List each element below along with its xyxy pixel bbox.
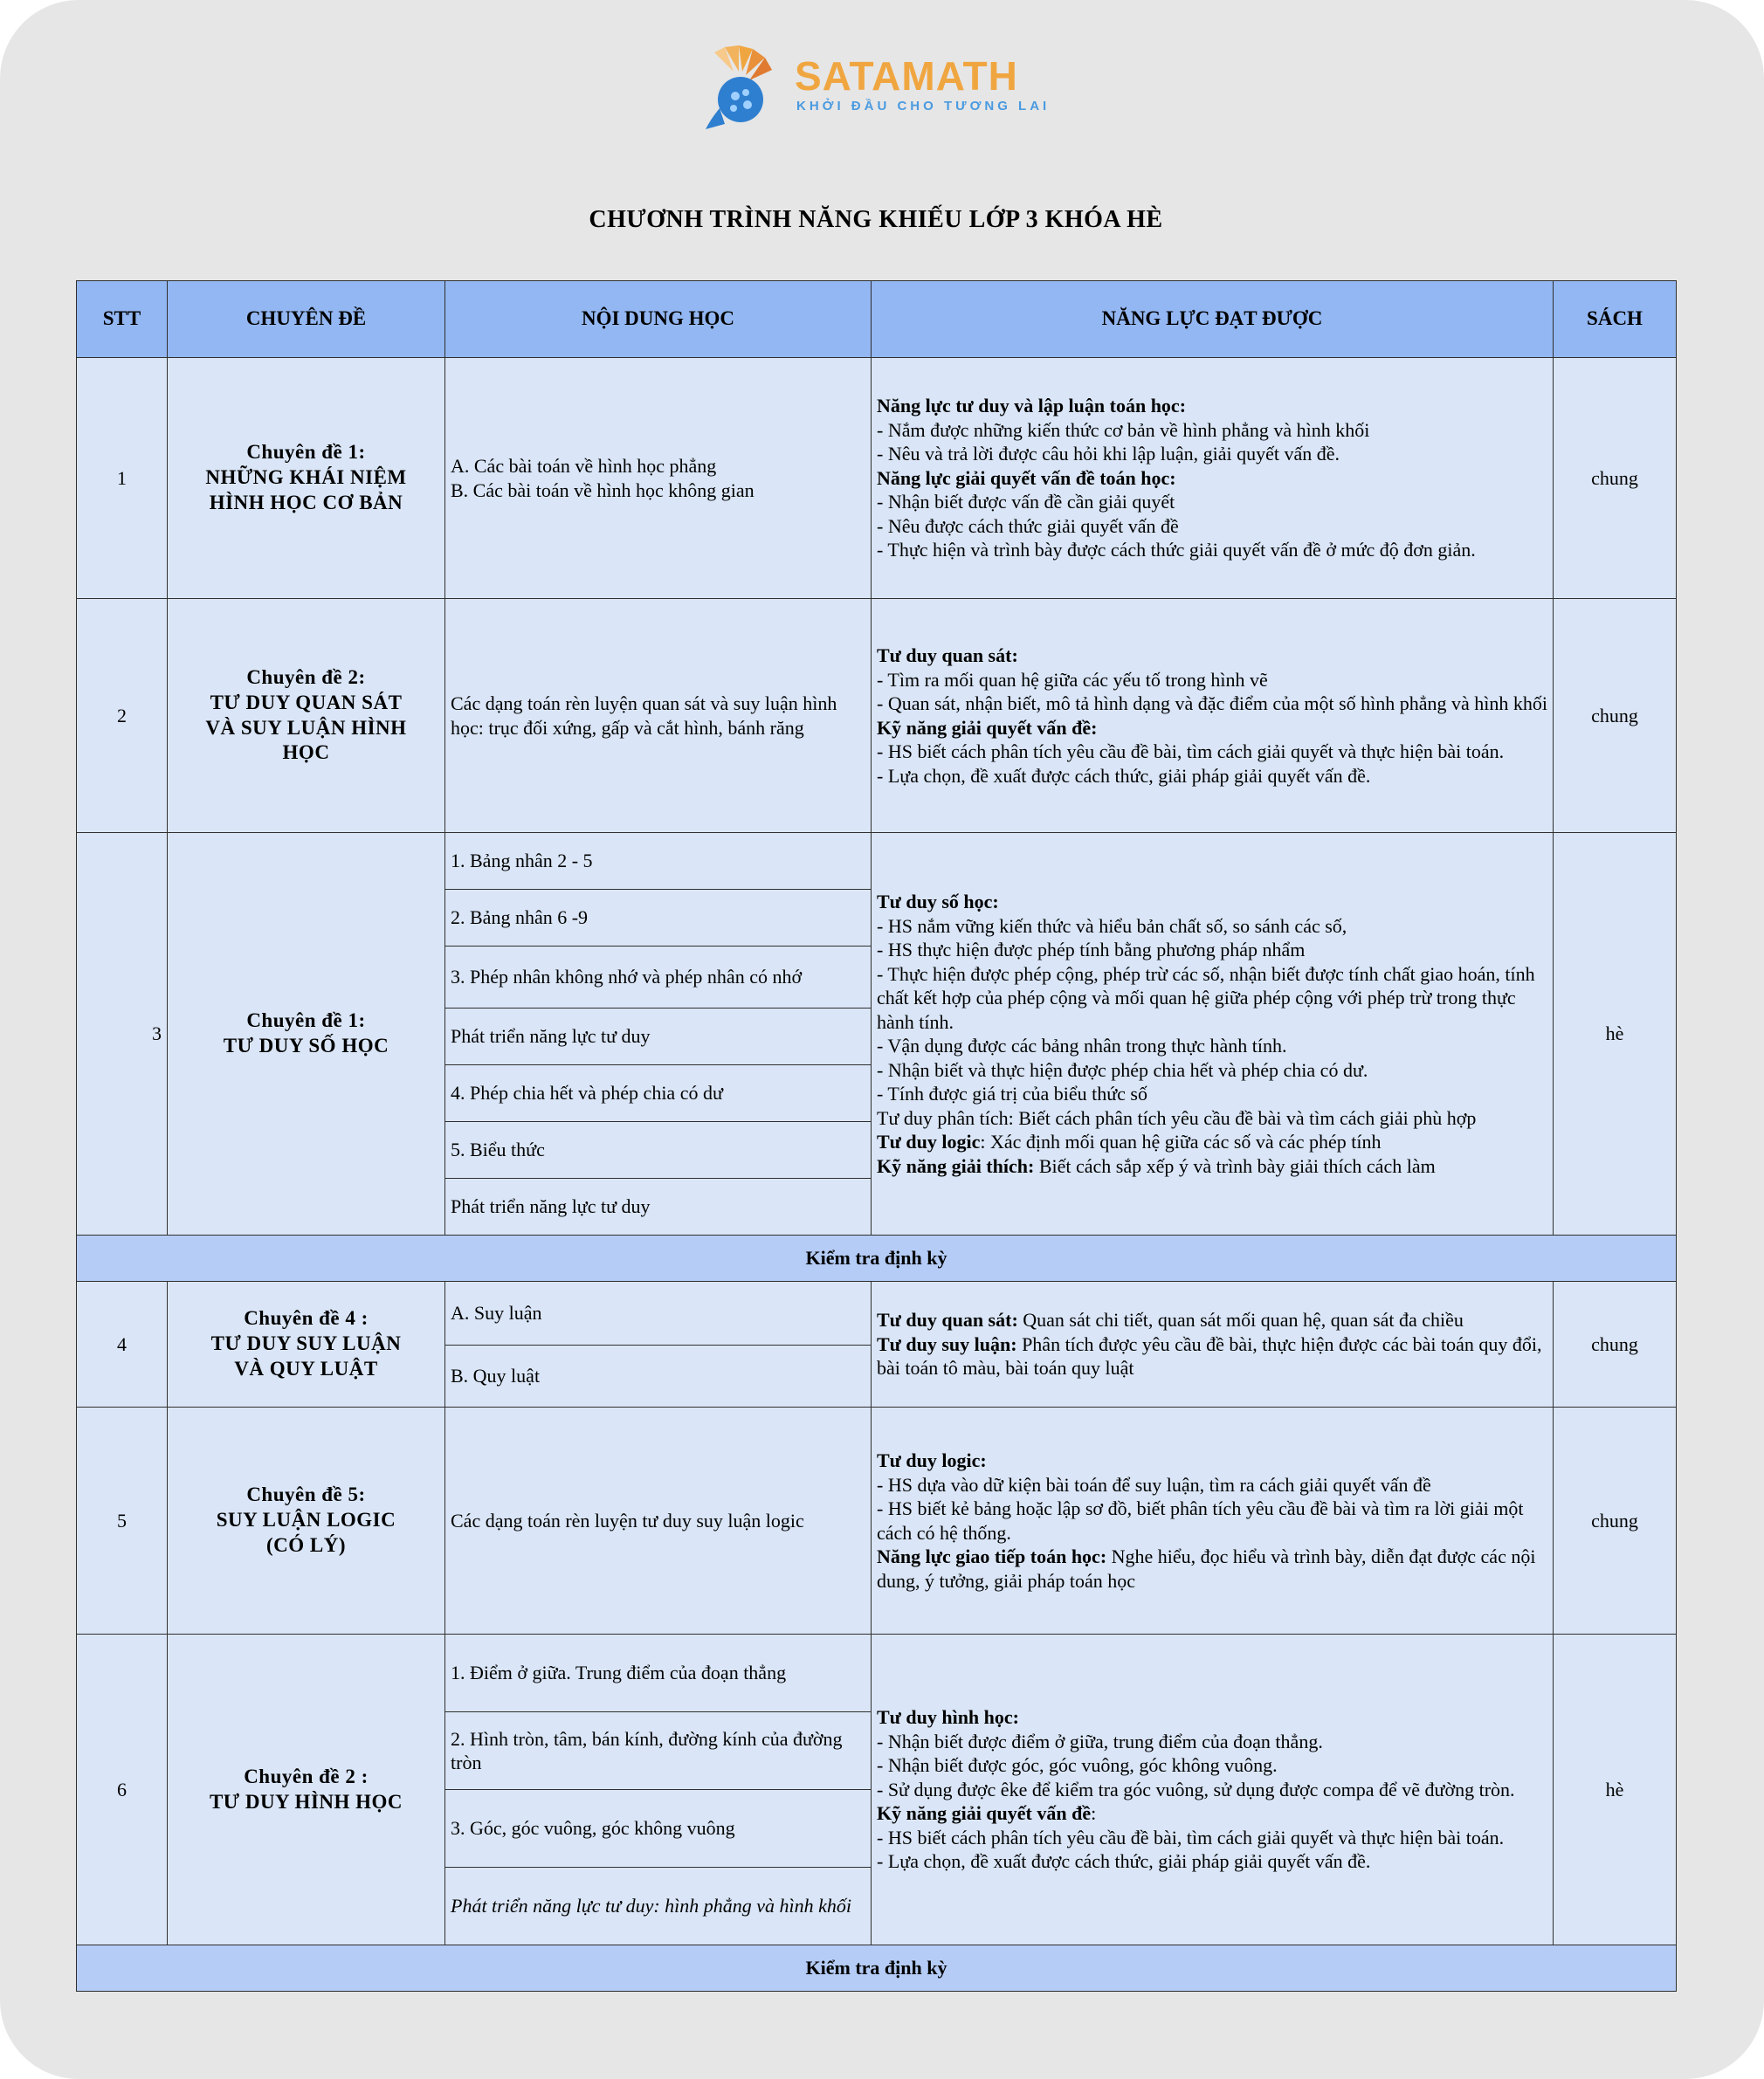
content-item: Phát triển năng lực tư duy [445, 1179, 872, 1236]
brand-logo [690, 45, 1057, 133]
content-cell [445, 1408, 872, 1635]
topic-line: TƯ DUY QUAN SÁT [210, 691, 403, 713]
table-row [77, 1408, 1677, 1635]
stt-cell: 5 [77, 1408, 168, 1635]
skill-line [877, 1034, 1547, 1058]
skill-text: - Nắm được những kiến thức cơ bản về hình phẳng và hình khối [877, 418, 1370, 441]
topic-line: TƯ DUY HÌNH HỌC [209, 1790, 403, 1813]
skill-heading: Tư duy logic [877, 1131, 981, 1153]
content-line: A. Các bài toán về hình học phẳng [451, 455, 717, 477]
skill-line [877, 962, 1547, 1035]
skill-heading: Tư duy quan sát: [877, 1309, 1018, 1332]
skill-line [877, 1082, 1547, 1106]
skill-heading: Tư duy suy luận: [877, 1332, 1017, 1355]
content-item: 5. Biểu thức [445, 1122, 872, 1179]
skill-text: - HS dựa vào dữ kiện bài toán để suy luận, tìm ra cách giải quyết vấn đề [877, 1473, 1431, 1496]
skill-heading: Kỹ năng giải quyết vấn đề [877, 1802, 1092, 1825]
topic-cell [168, 1282, 445, 1408]
header-skills: NĂNG LỰC ĐẠT ĐƯỢC [872, 281, 1554, 358]
topic-line: HÌNH HỌC CƠ BẢN [209, 491, 403, 513]
book-cell: hè [1554, 833, 1677, 1236]
skill-text: - Tìm ra mối quan hệ giữa các yếu tố trong hình vẽ [877, 668, 1268, 691]
stt-cell: 4 [77, 1282, 168, 1408]
topic-cell [168, 833, 445, 1236]
skill-heading: Tư duy logic: [877, 1449, 987, 1471]
skill-text: - Thực hiện và trình bày được cách thức giải quyết vấn đề ở mức độ đơn giản. [877, 539, 1476, 561]
content-item: Phát triển năng lực tư duy: hình phẳng và hình khối [445, 1868, 872, 1945]
skills-cell [872, 1635, 1554, 1945]
skill-text: - Lựa chọn, đề xuất được cách thức, giải pháp giải quyết vấn đề. [877, 764, 1371, 787]
topic-line: TƯ DUY SUY LUẬN [210, 1332, 402, 1355]
skill-heading: Tư duy hình học: [877, 1706, 1019, 1729]
skill-text: - Quan sát, nhận biết, mô tả hình dạng và đặc điểm của một số hình phẳng và hình khối [877, 692, 1548, 714]
brand-name: SATAMATH [795, 53, 1018, 99]
content-item: 3. Phép nhân không nhớ và phép nhân có nhớ [445, 947, 872, 1009]
skill-line [877, 890, 1547, 914]
topic-cell [168, 599, 445, 833]
skill-text: - Nhận biết được điểm ở giữa, trung điểm của đoạn thẳng. [877, 1730, 1323, 1752]
skill-line [877, 514, 1547, 539]
skill-text: Quan sát chi tiết, quan sát mối quan hệ, quan sát đa chiều [1017, 1309, 1464, 1332]
skill-line [877, 1705, 1547, 1730]
topic-line: Chuyên đề 1: [246, 441, 366, 464]
skill-text: - Nhận biết được vấn đề cần giải quyết [877, 491, 1175, 513]
content-line: Các dạng toán rèn luyện tư duy suy luận logic [451, 1509, 804, 1532]
skill-line [877, 914, 1547, 939]
header-stt: STT [77, 281, 168, 358]
topic-line: VÀ QUY LUẬT [234, 1357, 378, 1380]
brain-head-icon [690, 45, 786, 133]
brand-tagline: KHỞI ĐẦU CHO TƯƠNG LAI [796, 99, 1051, 114]
skill-text: - Nhận biết và thực hiện được phép chia hết và phép chia có dư. [877, 1058, 1368, 1081]
review-row [77, 1236, 1677, 1282]
skills-cell [872, 599, 1554, 833]
table-header-row [77, 281, 1677, 358]
stt-cell: 1 [77, 358, 168, 599]
skill-heading: Kỹ năng giải quyết vấn đề: [877, 716, 1098, 739]
topic-cell [168, 1635, 445, 1945]
skills-cell [872, 833, 1554, 1236]
skill-line [877, 1849, 1547, 1874]
skill-heading: Năng lực giao tiếp toán học: [877, 1545, 1107, 1567]
skill-line [877, 418, 1547, 443]
skills-cell [872, 358, 1554, 599]
skill-line [877, 1473, 1547, 1497]
topic-line: Chuyên đề 2: [246, 666, 366, 688]
skill-line [877, 1730, 1547, 1754]
skill-text: - Sử dụng được êke để kiểm tra góc vuông, sử dụng được compa để vẽ đường tròn. [877, 1778, 1515, 1800]
skill-line [877, 1106, 1547, 1131]
topic-line: NHỮNG KHÁI NIỆM [205, 466, 407, 489]
content-item: 1. Bảng nhân 2 - 5 [445, 833, 872, 890]
skill-text: - HS thực hiện được phép tính bằng phương pháp nhẩm [877, 939, 1306, 960]
skill-line [877, 938, 1547, 962]
skill-line [877, 1130, 1547, 1154]
skill-line [877, 538, 1547, 562]
content-item: 1. Điểm ở giữa. Trung điểm của đoạn thẳng [445, 1635, 872, 1712]
content-item: 2. Bảng nhân 6 -9 [445, 890, 872, 947]
book-cell: chung [1554, 358, 1677, 599]
skill-line [877, 1058, 1547, 1083]
header-topic: CHUYÊN ĐỀ [168, 281, 445, 358]
skill-text: Tư duy phân tích: Biết cách phân tích yêu cầu đề bài và tìm cách giải phù hợp [877, 1106, 1477, 1129]
table-row [77, 833, 1677, 890]
review-label: Kiểm tra định kỳ [77, 1236, 1677, 1282]
topic-cell [168, 358, 445, 599]
skill-text: - HS biết cách phân tích yêu cầu đề bài, tìm cách giải quyết và thực hiện bài toán. [877, 740, 1505, 762]
content-line: B. Các bài toán về hình học không gian [451, 478, 755, 501]
skill-line [877, 716, 1547, 740]
skill-line [877, 1332, 1547, 1380]
skill-line [877, 740, 1547, 764]
header-book: SÁCH [1554, 281, 1677, 358]
skills-cell [872, 1282, 1554, 1408]
content-item: Phát triển năng lực tư duy [445, 1009, 872, 1065]
content-cell [445, 599, 872, 833]
book-cell: chung [1554, 1408, 1677, 1635]
skill-text: - HS biết kẻ bảng hoặc lập sơ đồ, biết phân tích yêu cầu đề bài và tìm ra lời giải một cách có hệ thống. [877, 1497, 1524, 1544]
topic-line: Chuyên đề 2 : [244, 1765, 369, 1787]
skill-line [877, 1308, 1547, 1332]
content-item: 3. Góc, góc vuông, góc không vuông [445, 1790, 872, 1868]
topic-line: Chuyên đề 4 : [244, 1307, 369, 1330]
skill-text: : Xác định mối quan hệ giữa các số và các phép tính [980, 1131, 1382, 1153]
content-item: 2. Hình tròn, tâm, bán kính, đường kính của đường tròn [445, 1712, 872, 1790]
skill-line [877, 1753, 1547, 1778]
skill-line [877, 1778, 1547, 1802]
topic-line: VÀ SUY LUẬN HÌNH [205, 716, 407, 739]
table-row [77, 599, 1677, 833]
curriculum-table [76, 280, 1677, 1992]
skill-text: - HS nắm vững kiến thức và hiểu bản chất số, so sánh các số, [877, 914, 1347, 937]
skill-text: - HS biết cách phân tích yêu cầu đề bài, tìm cách giải quyết và thực hiện bài toán. [877, 1826, 1505, 1848]
stt-cell: 2 [77, 599, 168, 833]
skill-heading: Năng lực tư duy và lập luận toán học: [877, 395, 1187, 417]
skill-line [877, 466, 1547, 491]
content-item: B. Quy luật [445, 1346, 872, 1408]
topic-line: (CÓ LÝ) [265, 1533, 347, 1556]
skill-line [877, 644, 1547, 668]
table-row [77, 1635, 1677, 1712]
table-row [77, 358, 1677, 599]
content-item: A. Suy luận [445, 1282, 872, 1346]
book-cell: hè [1554, 1635, 1677, 1945]
topic-line: SUY LUẬN LOGIC [216, 1509, 396, 1532]
skill-text: - Nhận biết được góc, góc vuông, góc không vuông. [877, 1754, 1278, 1777]
header-content: NỘI DUNG HỌC [445, 281, 872, 358]
skill-text: - Tính được giá trị của biểu thức số [877, 1083, 1147, 1105]
skill-heading: Kỹ năng giải thích: [877, 1154, 1035, 1177]
topic-line: Chuyên đề 5: [246, 1484, 366, 1506]
skill-heading: Tư duy quan sát: [877, 644, 1018, 666]
topic-line: TƯ DUY SỐ HỌC [223, 1035, 389, 1057]
content-item: 4. Phép chia hết và phép chia có dư [445, 1065, 872, 1122]
skill-line [877, 1449, 1547, 1473]
content-line: Các dạng toán rèn luyện quan sát và suy luận hình học: trục đối xứng, gấp và cắt hình, bánh răng [451, 692, 837, 739]
review-row [77, 1945, 1677, 1992]
skill-line [877, 490, 1547, 514]
skill-text: - Thực hiện được phép cộng, phép trừ các số, nhận biết được tính chất giao hoán, tính chất kết hợp của phép cộng và mối quan hệ giữa phép cộng với phép trừ trong thực hành tính. [877, 962, 1535, 1033]
skill-line [877, 394, 1547, 418]
skill-text: - Vận dụng được các bảng nhân trong thực hành tính. [877, 1035, 1287, 1057]
skill-text: - Nêu và trả lời được câu hỏi khi lập luận, giải quyết vấn đề. [877, 443, 1340, 465]
table-row [77, 1282, 1677, 1346]
skill-line [877, 1545, 1547, 1593]
review-label: Kiểm tra định kỳ [77, 1945, 1677, 1992]
skill-text: : [1091, 1802, 1097, 1825]
skill-line [877, 692, 1547, 716]
topic-line: Chuyên đề 1: [246, 1009, 366, 1032]
content-cell [445, 358, 872, 599]
book-cell: chung [1554, 1282, 1677, 1408]
skill-line [877, 1826, 1547, 1850]
book-cell: chung [1554, 599, 1677, 833]
skill-text: Biết cách sắp xếp ý và trình bày giải thích cách làm [1034, 1154, 1436, 1177]
skill-text: - Nêu được cách thức giải quyết vấn đề [877, 514, 1179, 537]
skill-text: - Lựa chọn, đề xuất được cách thức, giải pháp giải quyết vấn đề. [877, 1850, 1371, 1873]
skill-line [877, 1801, 1547, 1826]
skill-line [877, 1154, 1547, 1179]
skill-line [877, 668, 1547, 692]
skill-text: Phân tích được yêu cầu đề bài, thực hiện được các bài toán quy đổi, bài toán tô màu, bài toán quy luật [877, 1332, 1542, 1380]
skill-text: Nghe hiểu, đọc hiểu và trình bày, diễn đạt được các nội dung, ý tưởng, giải pháp toán học [877, 1545, 1536, 1592]
page-title: CHƯƠNH TRÌNH NĂNG KHIẾU LỚP 3 KHÓA HÈ [589, 206, 1163, 233]
skill-heading: Năng lực giải quyết vấn đề toán học: [877, 466, 1176, 489]
stt-cell: 6 [77, 1635, 168, 1945]
skill-heading: Tư duy số học: [877, 891, 999, 912]
skill-line [877, 764, 1547, 788]
skills-cell [872, 1408, 1554, 1635]
topic-cell [168, 1408, 445, 1635]
skill-line [877, 1497, 1547, 1545]
skill-line [877, 442, 1547, 466]
stt-cell: 3 [77, 833, 168, 1236]
topic-line: HỌC [282, 741, 330, 764]
